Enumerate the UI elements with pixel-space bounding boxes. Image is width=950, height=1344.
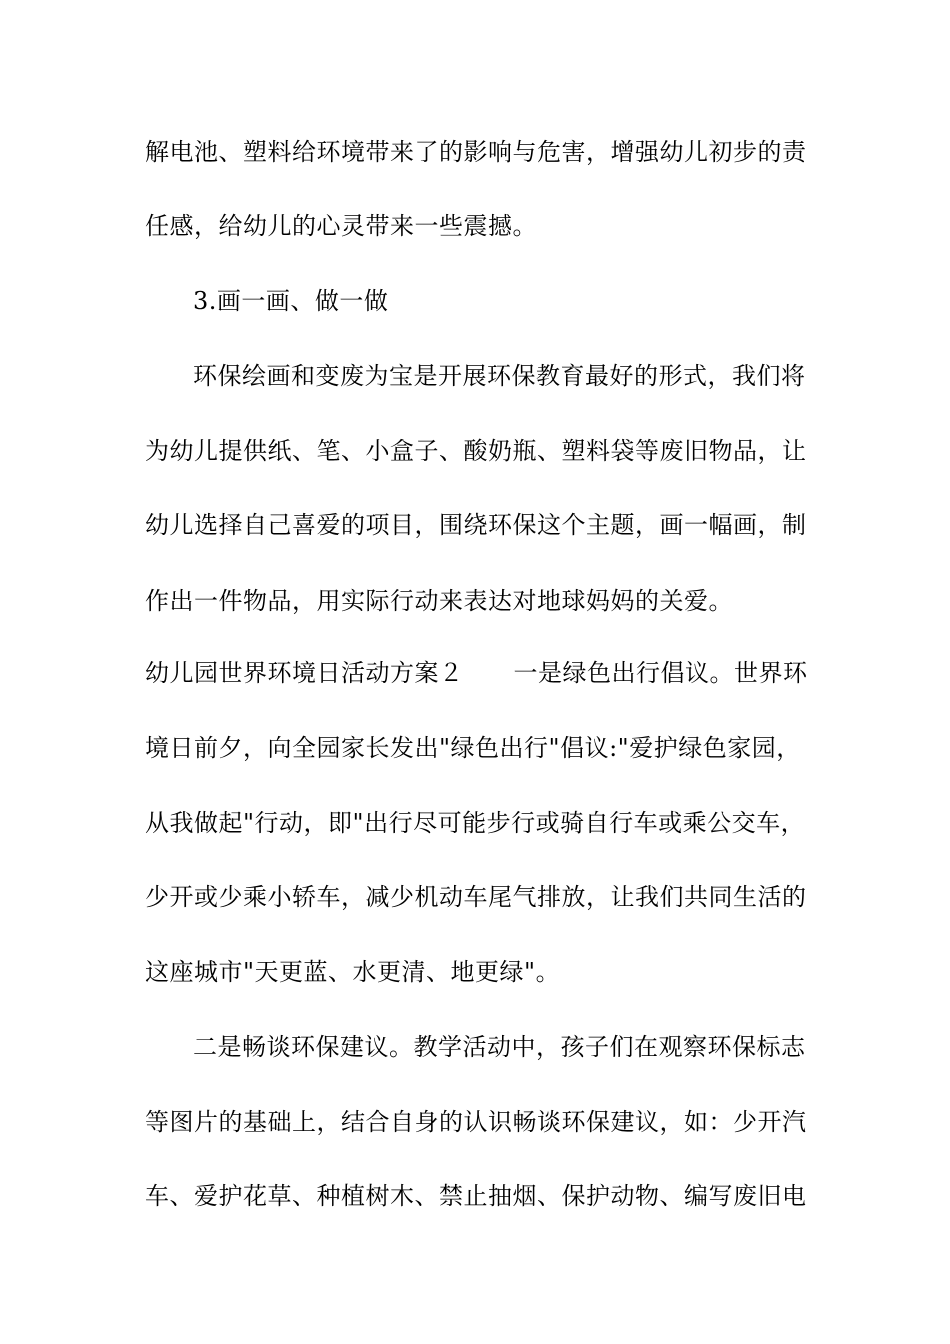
- section-title: 幼儿园世界环境日活动方案２: [145, 659, 464, 687]
- paragraph-line: 一是绿色出行倡议。世界环: [513, 659, 808, 687]
- paragraph-line: 等图片的基础上，结合自身的认识畅谈环保建议，如：少开汽: [145, 1108, 807, 1136]
- paragraph-line: 车、爱护花草、种植树木、禁止抽烟、保护动物、编写废旧电: [145, 1182, 807, 1210]
- paragraph-line: 任感，给幼儿的心灵带来一些震撼。: [145, 212, 537, 240]
- paragraph-line: 环保绘画和变废为宝是开展环保教育最好的形式，我们将: [193, 362, 806, 390]
- paragraph-line: 解电池、塑料给环境带来了的影响与危害，增强幼儿初步的责: [145, 138, 807, 166]
- paragraph-line: 幼儿选择自己喜爱的项目，围绕环保这个主题，画一幅画，制: [145, 511, 807, 539]
- paragraph-line: 作出一件物品，用实际行动来表达对地球妈妈的关爱。: [145, 587, 733, 615]
- paragraph-line: 少开或少乘小轿车，减少机动车尾气排放，让我们共同生活的: [145, 883, 807, 911]
- paragraph-line: 这座城市"天更蓝、水更清、地更绿"。: [145, 958, 561, 986]
- paragraph-line: 为幼儿提供纸、笔、小盒子、酸奶瓶、塑料袋等废旧物品，让: [145, 437, 807, 465]
- section-title-line: [145, 658, 825, 688]
- subheading-draw-and-make: 3.画一画、做一做: [193, 287, 389, 315]
- paragraph-line: 境日前夕，向全园家长发出"绿色出行"倡议:"爱护绿色家园，: [145, 734, 801, 762]
- paragraph-line: 二是畅谈环保建议。教学活动中，孩子们在观察环保标志: [193, 1033, 806, 1061]
- paragraph-line: 从我做起"行动，即"出行尽可能步行或骑自行车或乘公交车，: [145, 809, 806, 837]
